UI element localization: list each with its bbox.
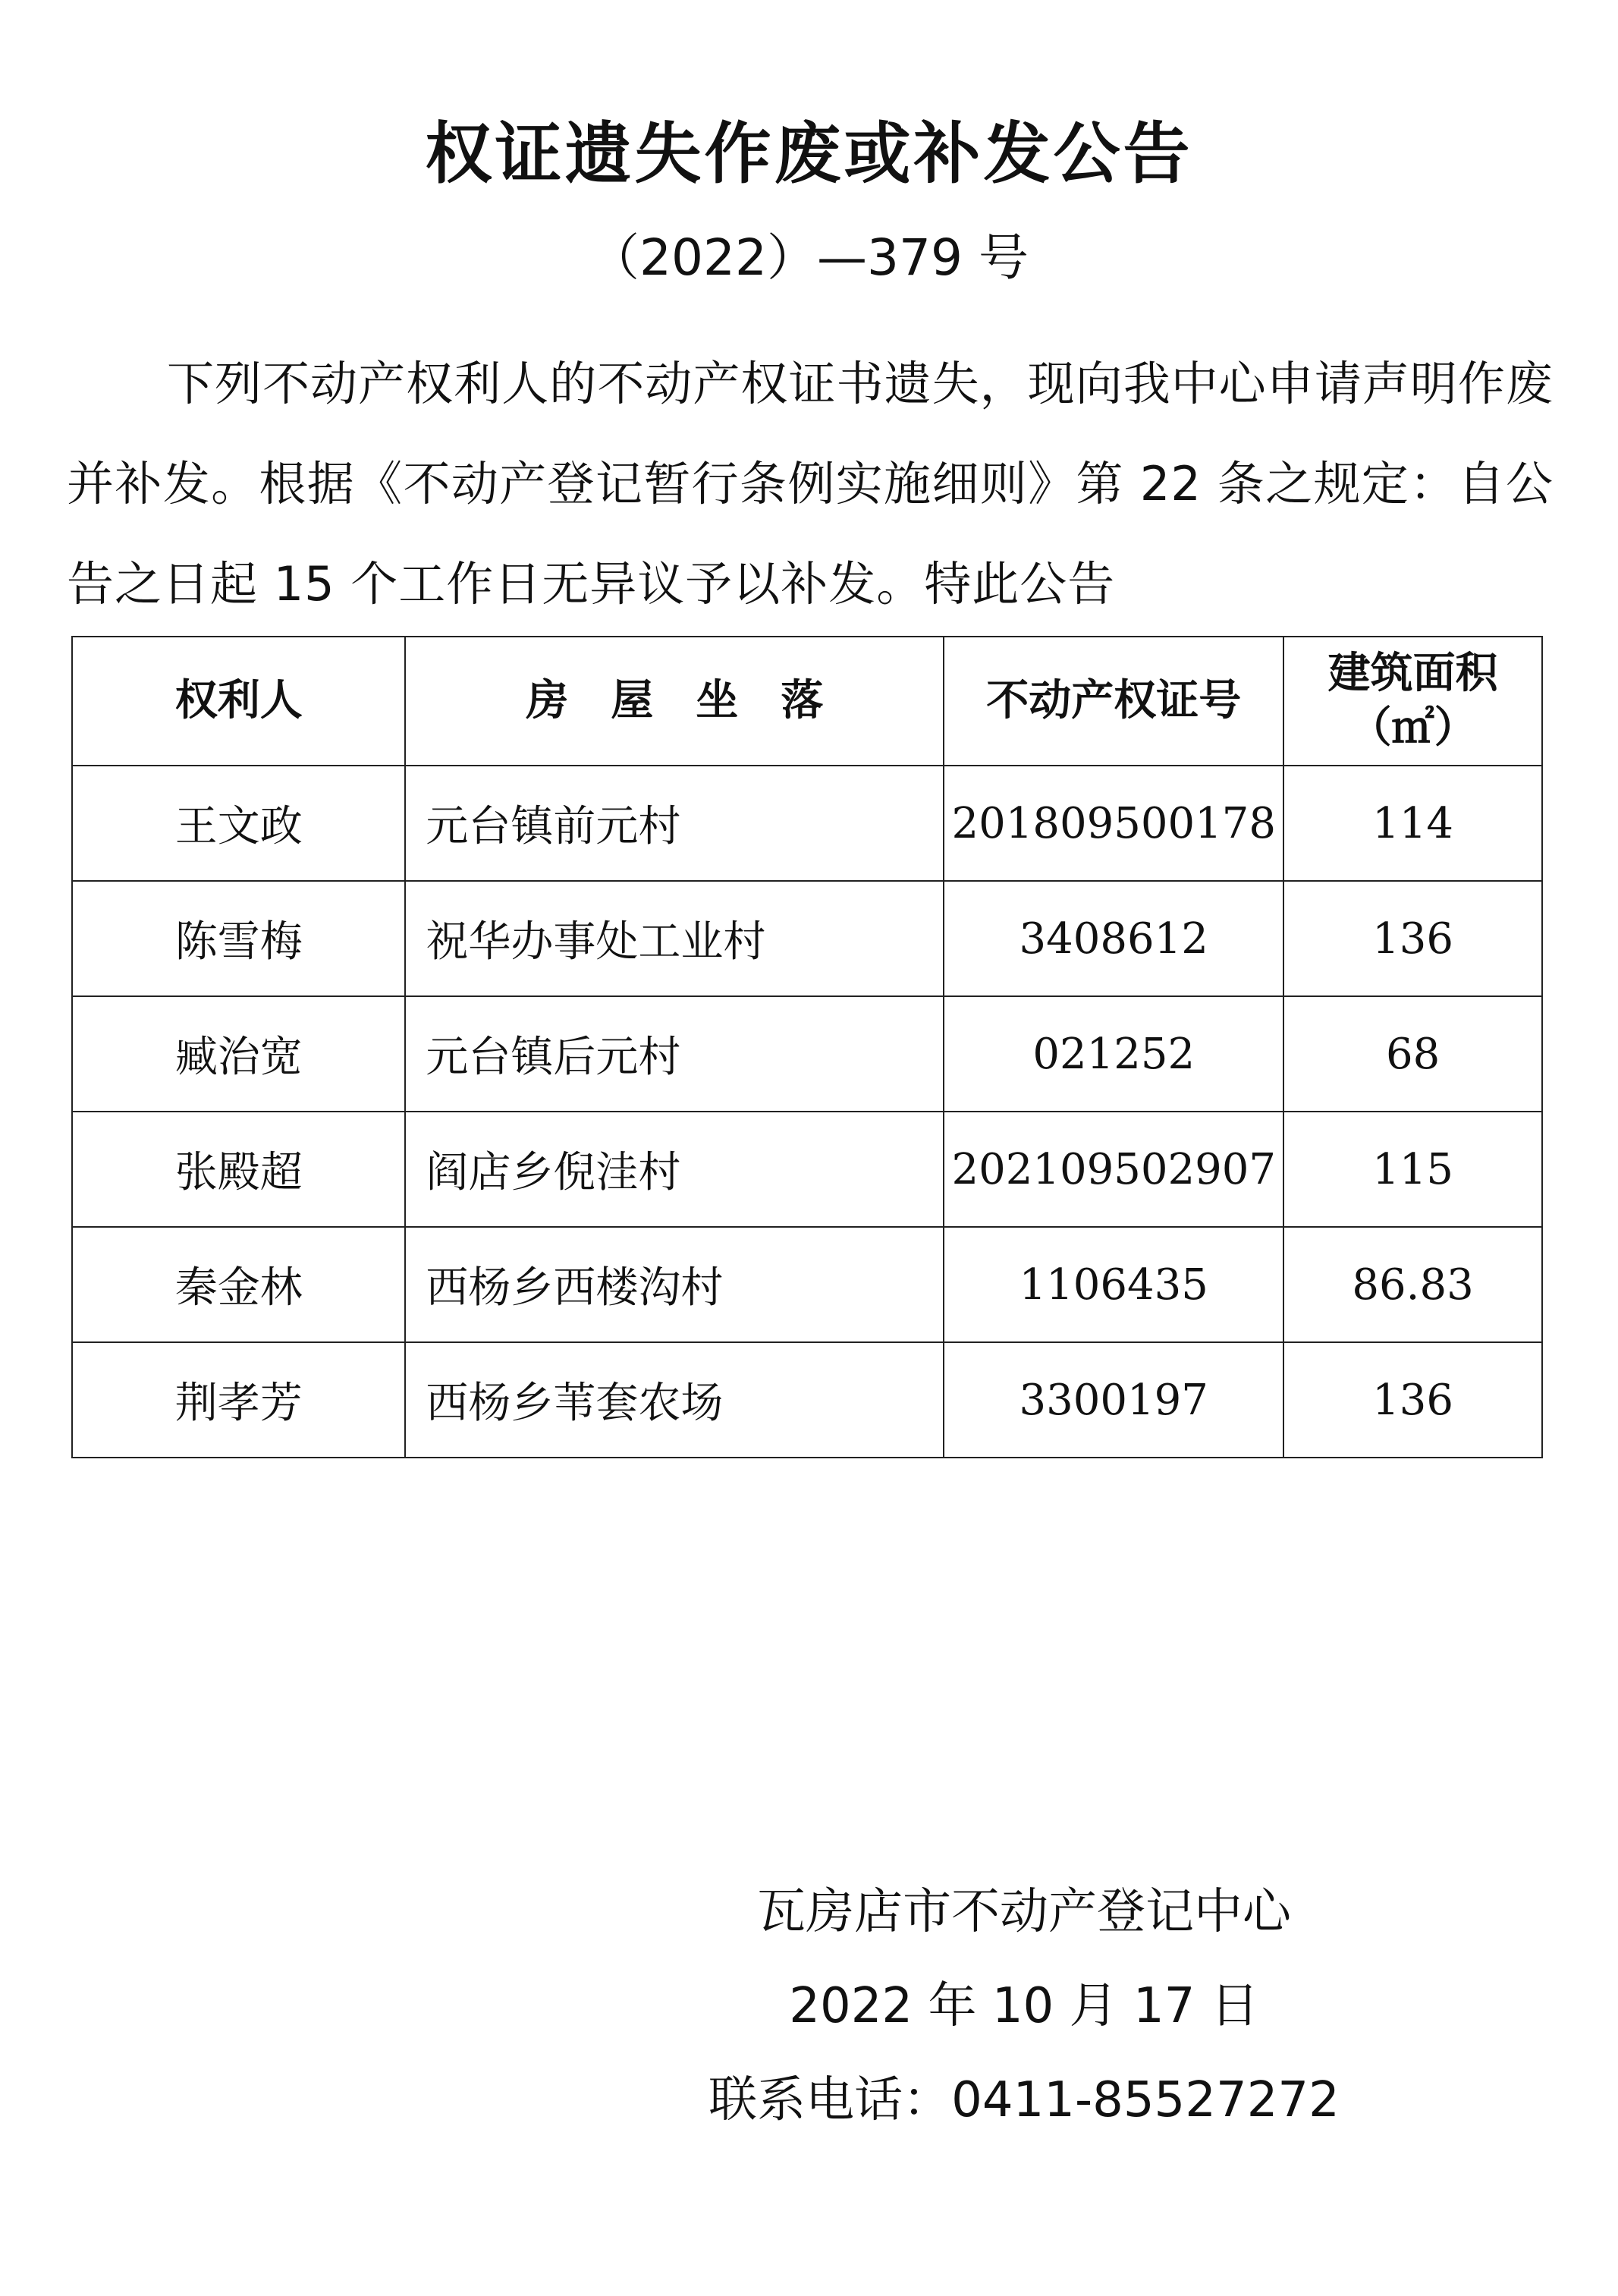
- header-area-line1: 建筑面积: [1327, 649, 1498, 698]
- table-row: [72, 881, 1542, 996]
- header-cert-no: 不动产权证号: [944, 637, 1283, 766]
- cell-area: 68: [1283, 996, 1542, 1112]
- lost-certificate-table: [71, 636, 1543, 1458]
- header-area-line2: （㎡）: [1349, 703, 1477, 753]
- cell-cert-no: 1106435: [944, 1227, 1283, 1342]
- cell-holder: 王文政: [72, 766, 405, 881]
- cell-holder: 陈雪梅: [72, 881, 405, 996]
- cell-cert-no: 201809500178: [944, 766, 1283, 881]
- contact-phone: 联系电话：0411-85527272: [708, 2072, 1340, 2128]
- cell-holder: 张殿超: [72, 1112, 405, 1227]
- notice-body: 下列不动产权利人的不动产权证书遗失，现向我中心申请声明作废并补发。根据《不动产登记暂行条例实施细则》第 22 条之规定：自公告之日起 15 个工作日无异议予以补发。特此公告: [67, 356, 1554, 612]
- cell-area: 115: [1283, 1112, 1542, 1227]
- document-number: （2022）—379 号: [589, 228, 1029, 287]
- table-row: [72, 1112, 1542, 1227]
- table-row: [72, 1227, 1542, 1342]
- cell-area: 114: [1283, 766, 1542, 881]
- cell-cert-no: 3408612: [944, 881, 1283, 996]
- cell-holder: 臧治宽: [72, 996, 405, 1112]
- cell-location: 元台镇后元村: [405, 996, 944, 1112]
- table-row: [72, 996, 1542, 1112]
- cell-location: 西杨乡西楼沟村: [405, 1227, 944, 1342]
- header-area: [1283, 637, 1542, 766]
- table-header-row: [72, 637, 1542, 766]
- cell-location: 西杨乡苇套农场: [405, 1342, 944, 1458]
- cell-location: 祝华办事处工业村: [405, 881, 944, 996]
- cell-location: 元台镇前元村: [405, 766, 944, 881]
- header-location: 房 屋 坐 落: [405, 637, 944, 766]
- notice-title: 权证遗失作废或补发公告: [425, 115, 1193, 193]
- cell-cert-no: 021252: [944, 996, 1283, 1112]
- issue-date: 2022 年 10 月 17 日: [789, 1978, 1259, 2034]
- cell-area: 136: [1283, 881, 1542, 996]
- cell-holder: 荆孝芳: [72, 1342, 405, 1458]
- cell-holder: 秦金林: [72, 1227, 405, 1342]
- table-row: [72, 1342, 1542, 1458]
- table-row: [72, 766, 1542, 881]
- cell-area: 86.83: [1283, 1227, 1542, 1342]
- header-holder: 权利人: [72, 637, 405, 766]
- cell-location: 阎店乡倪洼村: [405, 1112, 944, 1227]
- cell-area: 136: [1283, 1342, 1542, 1458]
- cell-cert-no: 202109502907: [944, 1112, 1283, 1227]
- cell-cert-no: 3300197: [944, 1342, 1283, 1458]
- issuing-organization: 瓦房店市不动产登记中心: [757, 1884, 1291, 1940]
